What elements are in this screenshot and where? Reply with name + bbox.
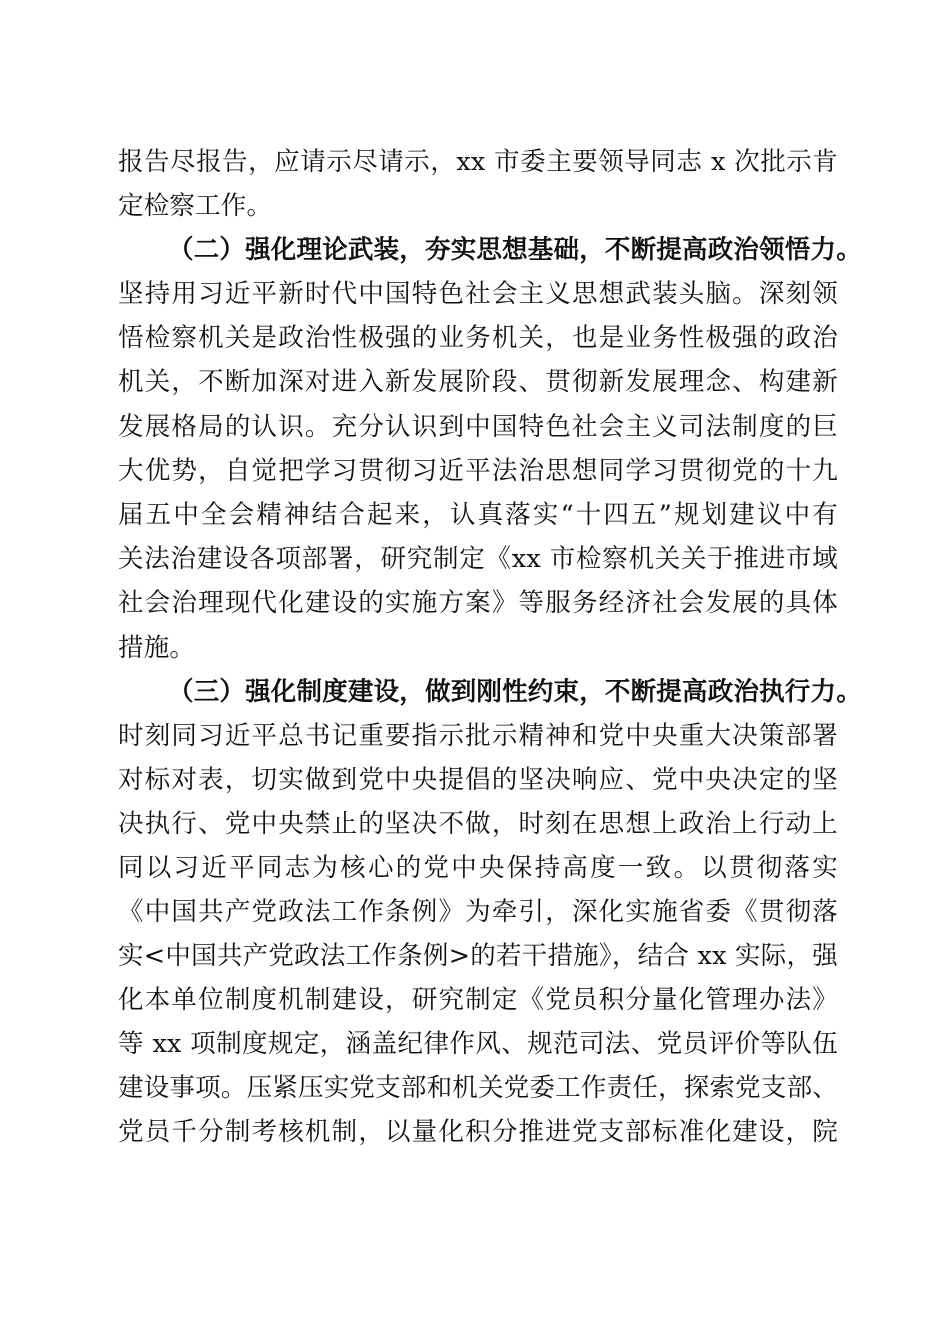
body-text-line: 社会治理现代化建设的实施方案》等服务经济社会发展的具体	[118, 588, 838, 618]
body-text-line: 党员千分制考核机制，以量化积分推进党支部标准化建设，院	[118, 1117, 838, 1147]
body-text-line: 同以习近平同志为核心的党中央保持高度一致。以贯彻落实	[118, 853, 838, 883]
body-text-line: 坚持用习近平新时代中国特色社会主义思想武装头脑。深刻领	[118, 279, 838, 309]
body-text-line: 决执行、党中央禁止的坚决不做，时刻在思想上政治上行动上	[118, 809, 838, 839]
body-text-line: 机关，不断加深对进入新发展阶段、贯彻新发展理念、构建新	[118, 367, 838, 397]
body-text-line: 届五中全会精神结合起来，认真落实“十四五”规划建议中有	[118, 500, 838, 530]
body-text-line: 化本单位制度机制建设，研究制定《党员积分量化管理办法》	[118, 985, 838, 1015]
body-text-line: 对标对表，切实做到党中央提倡的坚决响应、党中央决定的坚	[118, 765, 838, 795]
body-text-line: 《中国共产党政法工作条例》为牵引，深化实施省委《贯彻落	[118, 897, 838, 927]
body-text-line: 时刻同习近平总书记重要指示批示精神和党中央重大决策部署	[118, 721, 838, 751]
body-text-line: 等 xx 项制度规定，涵盖纪律作风、规范司法、党员评价等队伍	[118, 1029, 838, 1059]
body-text-line: 建设事项。压紧压实党支部和机关党委工作责任，探索党支部、	[118, 1073, 838, 1103]
body-text-line: 报告尽报告，应请示尽请示，xx 市委主要领导同志 x 次批示肯	[118, 147, 838, 177]
body-text-line: 实<中国共产党政法工作条例>的若干措施》，结合 xx 实际，强	[118, 941, 838, 971]
body-text-line: 发展格局的认识。充分认识到中国特色社会主义司法制度的巨	[118, 412, 838, 442]
body-text-line: 关法治建设各项部署，研究制定《xx 市检察机关关于推进市域	[118, 544, 838, 574]
body-text-line: 大优势，自觉把学习贯彻习近平法治思想同学习贯彻党的十九	[118, 456, 838, 486]
body-text-line: 定检察工作。	[118, 191, 273, 221]
section-heading-3: （三）强化制度建设，做到刚性约束，不断提高政治执行力。	[168, 677, 862, 707]
body-text-line: 措施。	[118, 633, 196, 663]
body-text-line: 悟检察机关是政治性极强的业务机关，也是业务性极强的政治	[118, 323, 838, 353]
section-heading-2: （二）强化理论武装，夯实思想基础，不断提高政治领悟力。	[168, 235, 862, 265]
